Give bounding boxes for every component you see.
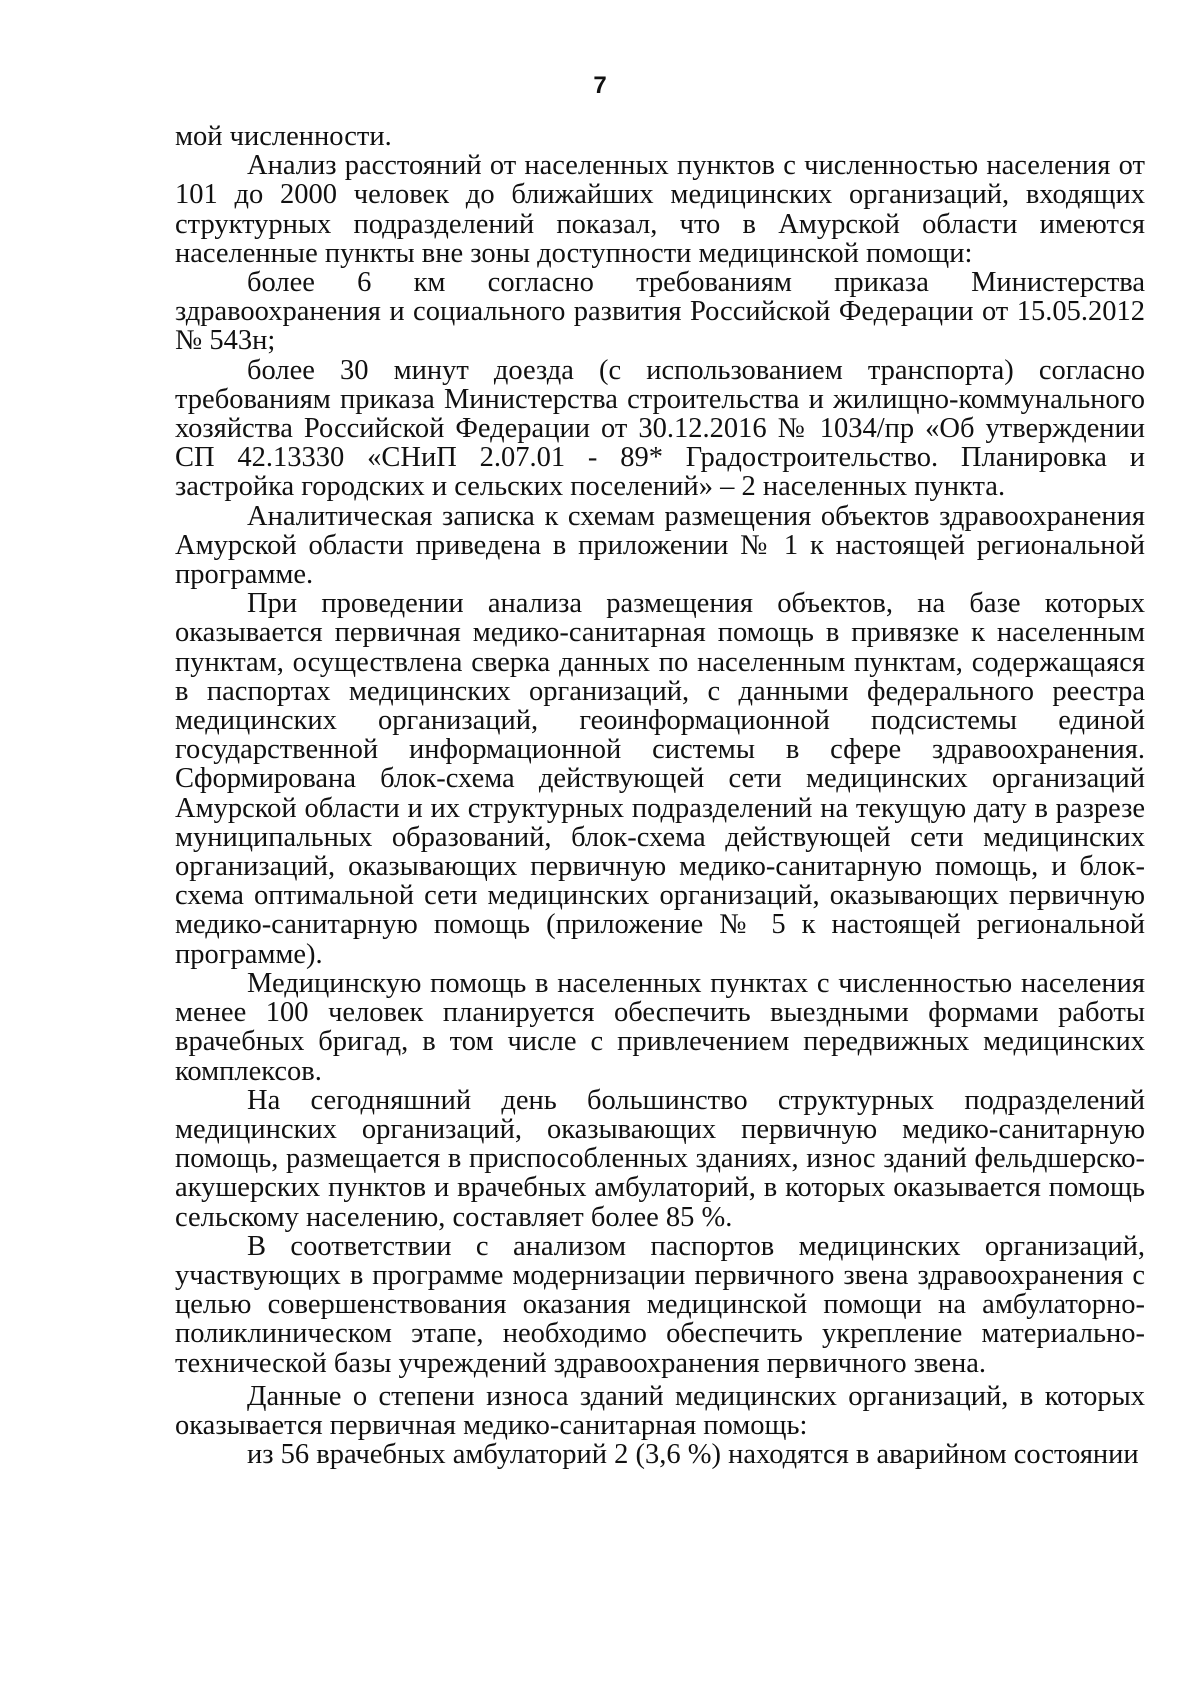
paragraph-criterion-30min: более 30 минут доезда (с использованием транспорта) согласно требованиям приказа Министерства строительства и жилищно-коммунального хозяйства Российской Федерации от 30.12.2016 № 1034/пр «Об утверждении СП 42.13330 «СНиП 2.07.01 - 89* Градостроительство. Планировка и застройка городских и сельских поселений» – 2 населенных пункта. [175,354,1145,503]
document-body [175,122,1145,1469]
paragraph-mobile-care: Медицинскую помощь в населенных пунктах с численностью населения менее 100 человек планируется обеспечить выездными формами работы врачебных бригад, в том числе с привлечением передвижных медицинских комплексов. [175,967,1145,1087]
paragraph-ambulatories: из 56 врачебных амбулаторий 2 (3,6 %) находятся в аварийном состоянии [247,1439,1139,1471]
paragraph-wear-data-intro: Данные о степени износа зданий медицинских организаций, в которых оказывается первичная медико-санитарная помощь: [175,1380,1145,1441]
paragraph-placement-analysis: При проведении анализа размещения объектов, на базе которых оказывается первичная медико-санитарная помощь в привязке к населенным пунктам, осуществлена сверка данных по населенным пунктам, содержащаяся в паспортах медицинских организаций, с данными федерального реестра медицинских организаций, геоинформационной подсистемы единой государственной информационной системы в сфере здравоохранения. Сформирована блок-схема действующей сети медицинских организаций Амурской области и их структурных подразделений на текущую дату в разрезе муниципальных образований, блок-схема действующей сети медицинских организаций, оказывающих первичную медико-санитарную помощь, и блок-схема оптимальной сети медицинских организаций, оказывающих первичную медико-санитарную помощь (приложение № 5 к настоящей региональной программе). [175,588,1145,970]
paragraph-building-wear: На сегодняшний день большинство структурных подразделений медицинских организаций, оказывающих первичную медико-санитарную помощь, размещается в приспособленных зданиях, износ зданий фельдшерско-акушерских пунктов и врачебных амбулаторий, в которых оказывается помощь сельскому населению, составляет более 85 %. [175,1084,1145,1233]
paragraph-distance-analysis: Анализ расстояний от населенных пунктов с численностью населения от 101 до 2000 человек до ближайших медицинских организаций, входящих структурных подразделений показал, что в Амурской области имеются населенные пункты вне зоны доступности медицинской помощи: [175,150,1145,269]
page-number: 7 [593,72,607,99]
paragraph-analytical-note: Аналитическая записка к схемам размещения объектов здравоохранения Амурской области приведена в приложении № 1 к настоящей региональной программе. [175,500,1145,591]
paragraph-criterion-6km: более 6 км согласно требованиям приказа Министерства здравоохранения и социального развития Российской Федерации от 15.05.2012 № 543н; [175,267,1145,357]
paragraph-modernization: В соответствии с анализом паспортов медицинских организаций, участвующих в программе модернизации первичного звена здравоохранения с целью совершенствования оказания медицинской помощи на амбулаторно-поликлиническом этапе, необходимо обеспечить укрепление материально-технической базы учреждений здравоохранения первичного звена. [175,1230,1145,1379]
paragraph-continuation: мой численности. [175,121,392,152]
